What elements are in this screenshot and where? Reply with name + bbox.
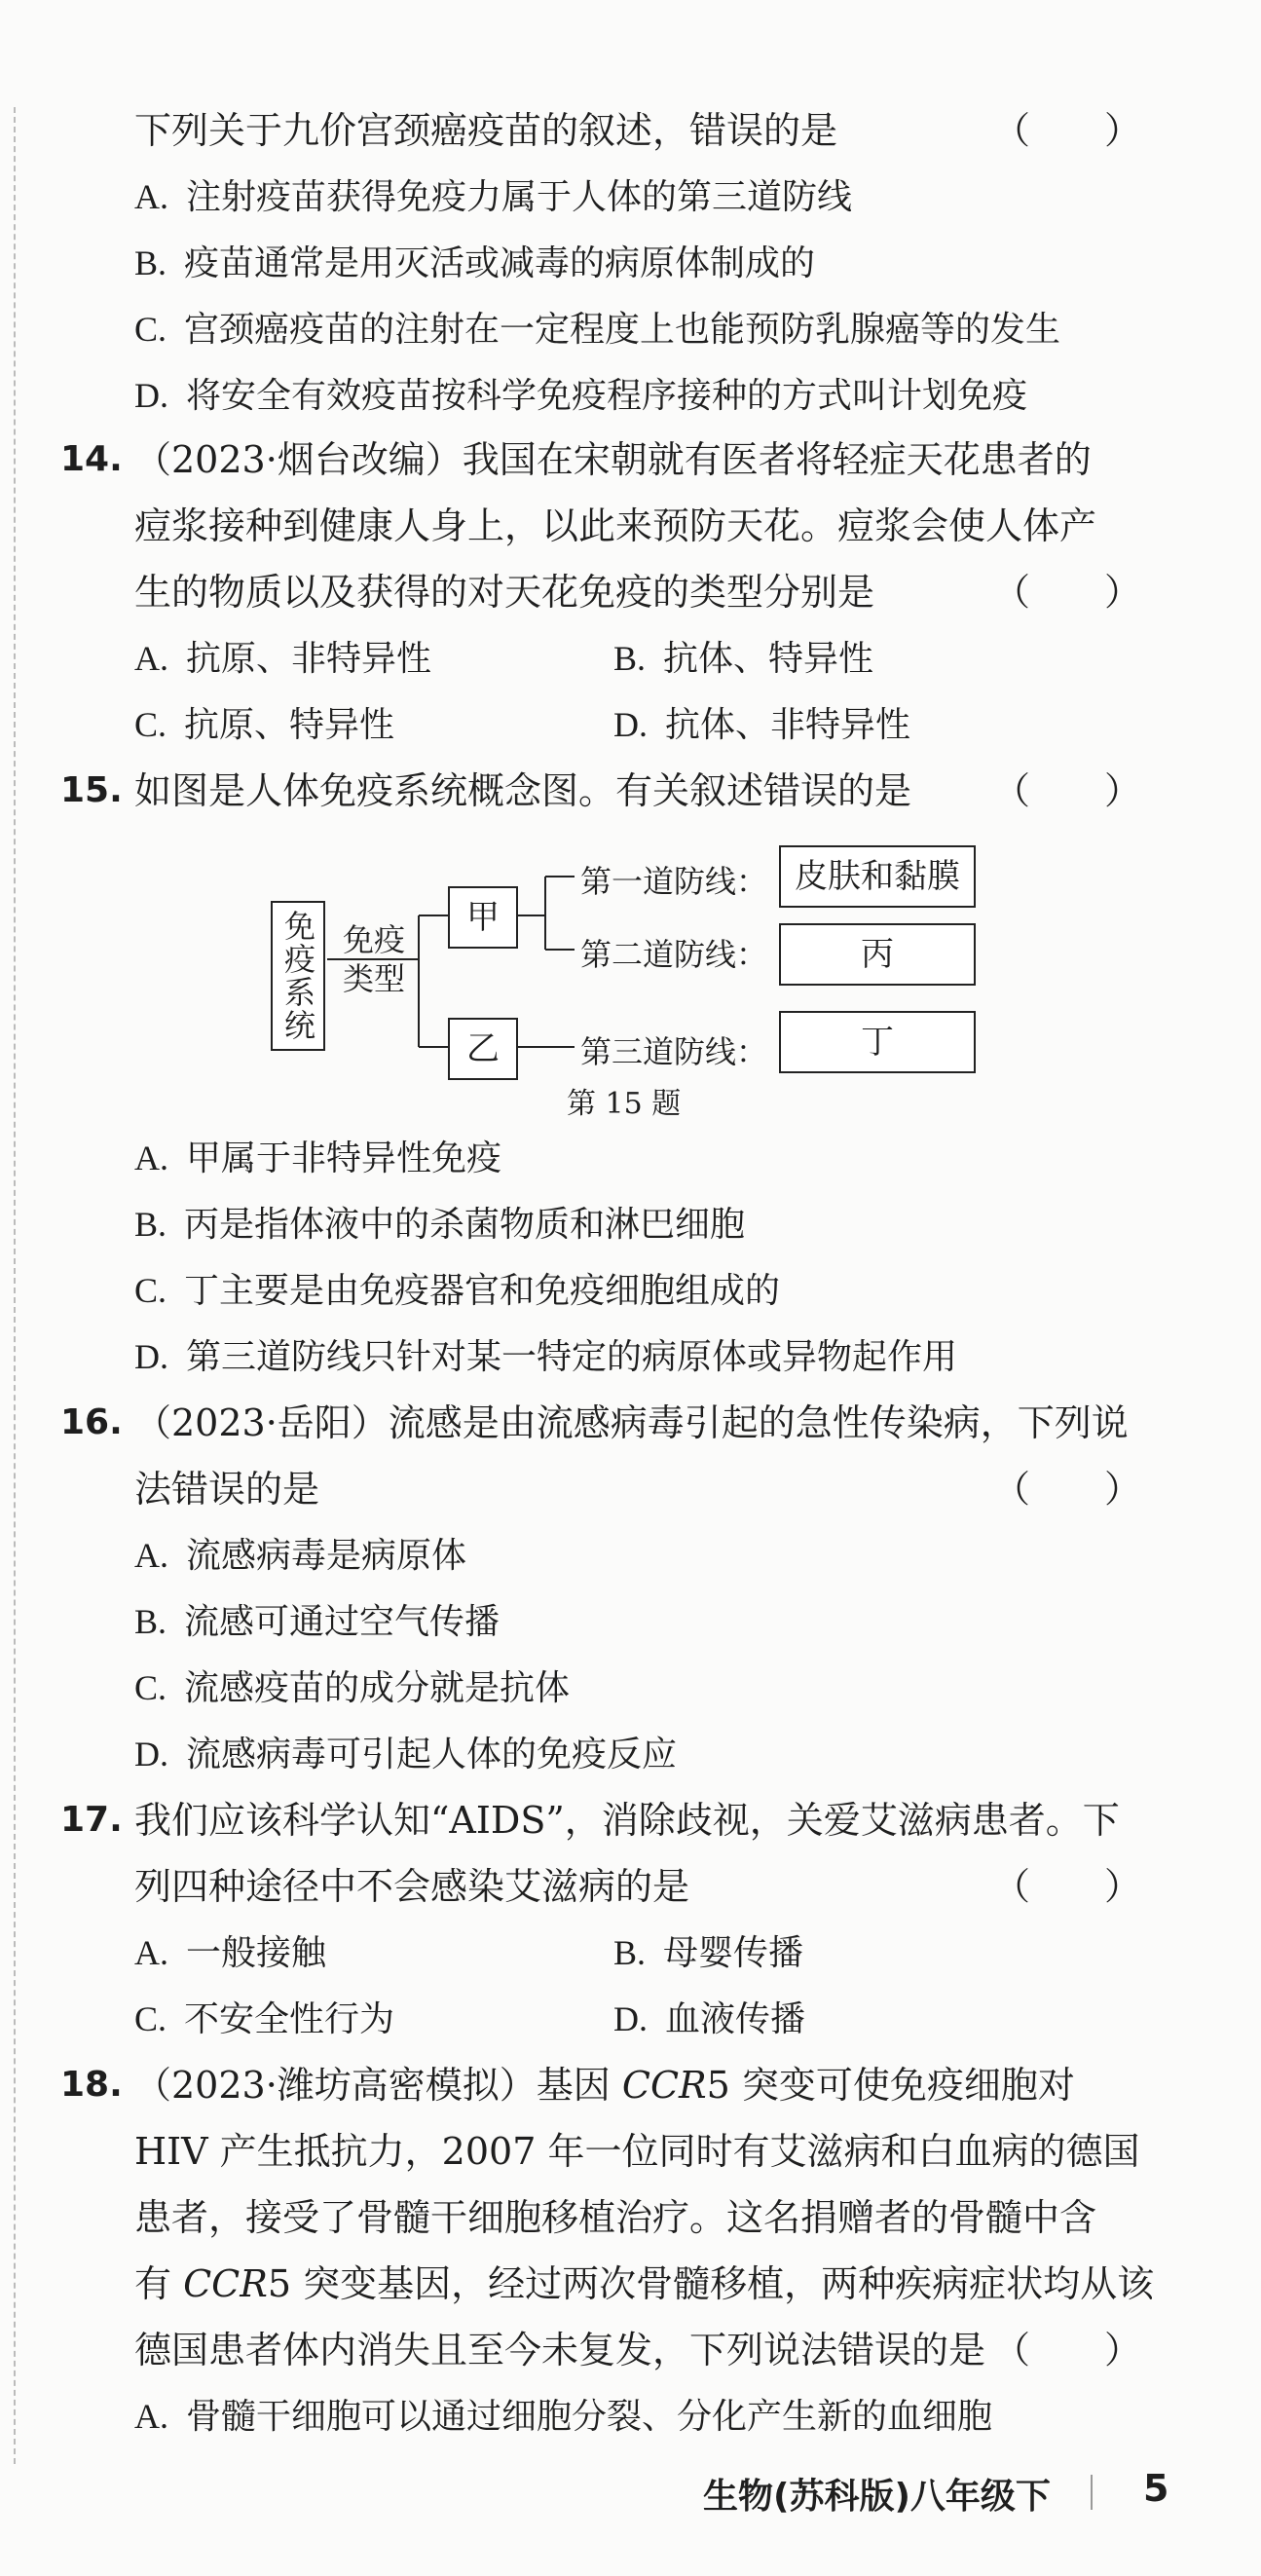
q14-answer-bracket[interactable]: （ ） bbox=[993, 571, 1142, 614]
q18-number: 18. bbox=[60, 2065, 123, 2105]
q18-stem-line-4: 有 CCR5 突变基因，经过两次骨髓移植，两种疾病症状均从该 bbox=[134, 2262, 1155, 2305]
q18-stem-line-3: 患者，接受了骨髓干细胞移植治疗。这名捐赠者的骨髓中含 bbox=[134, 2196, 1097, 2239]
q15-option-a[interactable]: A. 甲属于非特异性免疫 bbox=[134, 1139, 502, 1178]
q15-option-d[interactable]: D. 第三道防线只针对某一特定的病原体或异物起作用 bbox=[134, 1337, 958, 1377]
q14-stem-line-2: 痘浆接种到健康人身上，以此来预防天花。痘浆会使人体产 bbox=[134, 504, 1097, 547]
q15-stem: 如图是人体免疫系统概念图。有关叙述错误的是 bbox=[134, 769, 912, 812]
q17-answer-bracket[interactable]: （ ） bbox=[993, 1865, 1142, 1908]
footer-book-title: 生物(苏科版)八年级下 bbox=[703, 2477, 1051, 2517]
gene-name: CCR bbox=[621, 2064, 707, 2107]
q13-option-c[interactable]: C. 宫颈癌疫苗的注射在一定程度上也能预防乳腺癌等的发生 bbox=[134, 310, 1061, 350]
q13-option-d[interactable]: D. 将安全有效疫苗按科学免疫程序接种的方式叫计划免疫 bbox=[134, 376, 1028, 416]
page-number: 5 bbox=[1143, 2467, 1169, 2510]
q14-stem-line-3: 生的物质以及获得的对天花免疫的类型分别是 bbox=[134, 571, 875, 614]
q18-stem-line-5: 德国患者体内消失且至今未复发，下列说法错误的是 bbox=[134, 2329, 986, 2371]
footer-divider bbox=[1091, 2475, 1093, 2510]
diagram-bing-box: 丙 bbox=[779, 923, 976, 986]
q13-answer-bracket[interactable]: （ ） bbox=[993, 109, 1142, 152]
q18-answer-bracket[interactable]: （ ） bbox=[993, 2329, 1142, 2371]
q17-option-c[interactable]: C. 不安全性行为 bbox=[134, 1999, 395, 2039]
diagram-root-box: 免疫系统 bbox=[271, 901, 325, 1051]
q17-option-a[interactable]: A. 一般接触 bbox=[134, 1933, 327, 1973]
q14-option-c[interactable]: C. 抗原、特异性 bbox=[134, 705, 395, 745]
q17-number: 17. bbox=[60, 1800, 123, 1840]
q16-option-d[interactable]: D. 流感病毒可引起人体的免疫反应 bbox=[134, 1735, 678, 1774]
page-footer bbox=[703, 2467, 1169, 2519]
q13-option-a[interactable]: A. 注射疫苗获得免疫力属于人体的第三道防线 bbox=[134, 177, 853, 217]
diagram-third-line-label: 第三道防线： bbox=[580, 1033, 768, 1070]
q16-answer-bracket[interactable]: （ ） bbox=[993, 1468, 1142, 1511]
diagram-caption: 第 15 题 bbox=[567, 1087, 682, 1121]
q18-option-a[interactable]: A. 骨髓干细胞可以通过细胞分裂、分化产生新的血细胞 bbox=[134, 2397, 993, 2437]
diagram-jia-box: 甲 bbox=[448, 886, 518, 949]
diagram-yi-box: 乙 bbox=[448, 1018, 518, 1080]
q16-stem-line-2: 法错误的是 bbox=[134, 1468, 320, 1511]
diagram-ding-box: 丁 bbox=[779, 1011, 976, 1073]
q15-option-b[interactable]: B. 丙是指体液中的杀菌物质和淋巴细胞 bbox=[134, 1205, 746, 1245]
gene-name: CCR bbox=[183, 2262, 268, 2305]
q13-option-b[interactable]: B. 疫苗通常是用灭活或减毒的病原体制成的 bbox=[134, 243, 816, 283]
diagram-immune-type-label: 免疫类型 bbox=[342, 921, 405, 997]
diagram-skin-mucosa-box: 皮肤和黏膜 bbox=[779, 845, 976, 908]
q14-option-b[interactable]: B. 抗体、特异性 bbox=[613, 639, 874, 679]
q16-number: 16. bbox=[60, 1402, 123, 1442]
q16-option-b[interactable]: B. 流感可通过空气传播 bbox=[134, 1602, 501, 1642]
q14-number: 14. bbox=[60, 439, 123, 479]
q18-stem-line-2: HIV 产生抵抗力，2007 年一位同时有艾滋病和白血病的德国 bbox=[134, 2130, 1140, 2173]
binding-margin-line bbox=[14, 107, 16, 2464]
q18-stem-line-1: （2023·潍坊高密模拟）基因 CCR5 突变可使免疫细胞对 bbox=[134, 2064, 1075, 2107]
q15-option-c[interactable]: C. 丁主要是由免疫器官和免疫细胞组成的 bbox=[134, 1271, 781, 1311]
q15-number: 15. bbox=[60, 770, 123, 810]
q16-option-a[interactable]: A. 流感病毒是病原体 bbox=[134, 1536, 467, 1576]
q14-stem-line-1: （2023·烟台改编）我国在宋朝就有医者将轻症天花患者的 bbox=[134, 438, 1092, 481]
q17-stem-line-1: 我们应该科学认知“AIDS”，消除歧视，关爱艾滋病患者。下 bbox=[134, 1799, 1120, 1842]
q16-option-c[interactable]: C. 流感疫苗的成分就是抗体 bbox=[134, 1668, 571, 1708]
q14-option-d[interactable]: D. 抗体、非特异性 bbox=[613, 705, 911, 745]
diagram-first-line-label: 第一道防线： bbox=[580, 863, 768, 900]
q16-stem-line-1: （2023·岳阳）流感是由流感病毒引起的急性传染病，下列说 bbox=[134, 1401, 1129, 1444]
q15-answer-bracket[interactable]: （ ） bbox=[993, 769, 1142, 812]
q14-option-a[interactable]: A. 抗原、非特异性 bbox=[134, 639, 432, 679]
q17-option-d[interactable]: D. 血液传播 bbox=[613, 1999, 806, 2039]
q17-stem-line-2: 列四种途径中不会感染艾滋病的是 bbox=[134, 1865, 690, 1908]
q17-option-b[interactable]: B. 母婴传播 bbox=[613, 1933, 804, 1973]
diagram-second-line-label: 第二道防线： bbox=[580, 936, 768, 973]
q13-stem: 下列关于九价宫颈癌疫苗的叙述，错误的是 bbox=[134, 109, 838, 152]
